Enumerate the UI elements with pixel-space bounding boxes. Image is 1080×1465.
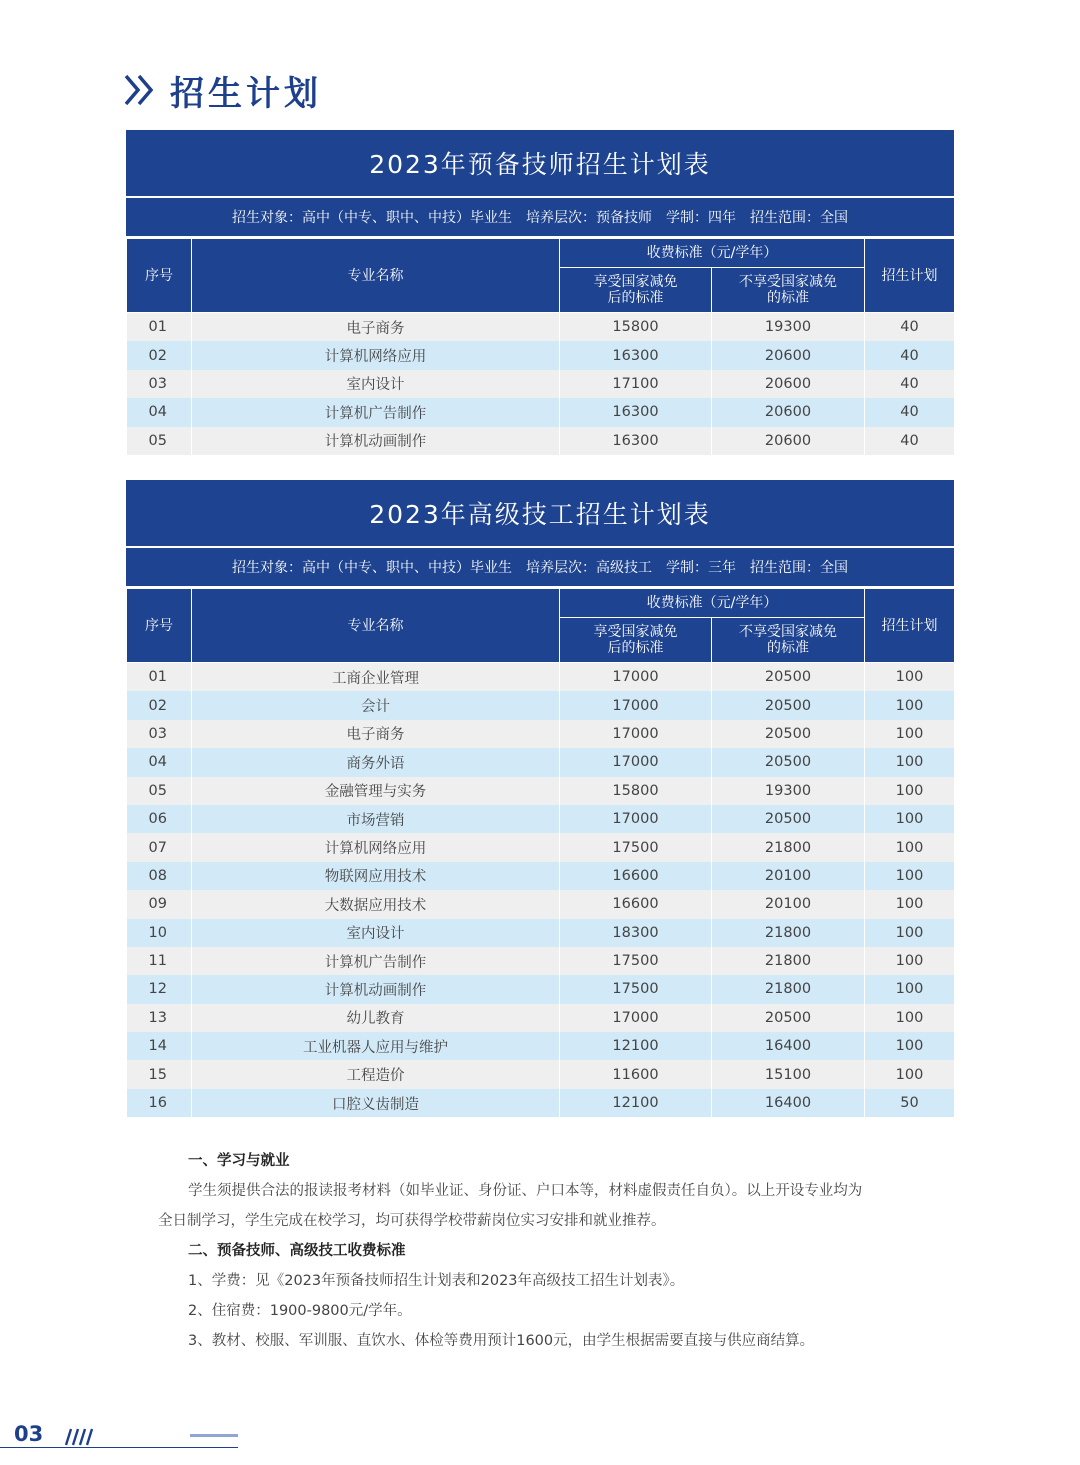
cell-fee-full: 20500: [712, 720, 865, 748]
cell-seq: 12: [127, 975, 192, 1003]
table-row: [127, 720, 955, 748]
cell-fee-reduced: 11600: [560, 1060, 712, 1088]
cell-seq: 13: [127, 1004, 192, 1032]
cell-plan: 50: [865, 1089, 955, 1117]
cell-seq: 09: [127, 890, 192, 918]
cell-major: 会计: [192, 691, 560, 719]
cell-plan: 100: [865, 691, 955, 719]
header-seq: 序号: [127, 589, 192, 663]
cell-fee-full: 21800: [712, 919, 865, 947]
cell-fee-reduced: 17000: [560, 748, 712, 776]
cell-plan: 40: [865, 427, 955, 455]
notes: [158, 1146, 938, 1356]
cell-seq: 04: [127, 748, 192, 776]
cell-fee-reduced: 16600: [560, 862, 712, 890]
table-row: [127, 833, 955, 861]
cell-seq: 06: [127, 805, 192, 833]
cell-fee-full: 20500: [712, 1004, 865, 1032]
cell-plan: 100: [865, 975, 955, 1003]
header-fee-reduced: 享受国家减免 后的标准: [560, 268, 712, 313]
cell-seq: 01: [127, 663, 192, 692]
cell-major: 计算机广告制作: [192, 947, 560, 975]
cell-plan: 40: [865, 341, 955, 369]
cell-fee-reduced: 17000: [560, 691, 712, 719]
section-title: 一、学习与就业: [188, 1153, 290, 1169]
cell-fee-reduced: 17000: [560, 1004, 712, 1032]
plan-table-technician: [126, 130, 954, 455]
cell-plan: 100: [865, 663, 955, 692]
table-row: [127, 805, 955, 833]
cell-seq: 10: [127, 919, 192, 947]
cell-major: 工业机器人应用与维护: [192, 1032, 560, 1060]
cell-fee-reduced: 15800: [560, 313, 712, 342]
page-number: 03: [14, 1422, 44, 1446]
table-row: [127, 691, 955, 719]
cell-plan: 100: [865, 1060, 955, 1088]
cell-fee-full: 20600: [712, 398, 865, 426]
header-fee: 收费标准（元/学年）: [560, 589, 865, 618]
table-row: [127, 975, 955, 1003]
cell-seq: 14: [127, 1032, 192, 1060]
table-row: [127, 313, 955, 342]
cell-fee-full: 19300: [712, 777, 865, 805]
plan-info: 招生对象：高中（中专、职中、中技）毕业生 培养层次：高级技工 学制：三年 招生范围：全国: [126, 548, 954, 586]
cell-seq: 15: [127, 1060, 192, 1088]
list-item: 1、学费：见《2023年预备技师招生计划表和2023年高级技工招生计划表》。: [188, 1273, 685, 1289]
table-row: [127, 1032, 955, 1060]
cell-major: 电子商务: [192, 720, 560, 748]
cell-major: 物联网应用技术: [192, 862, 560, 890]
cell-major: 计算机广告制作: [192, 398, 560, 426]
cell-seq: 02: [127, 341, 192, 369]
cell-fee-full: 19300: [712, 313, 865, 342]
list-item: 3、教材、校服、军训服、直饮水、体检等费用预计1600元，由学生根据需要直接与供应商结算。: [188, 1333, 815, 1349]
cell-fee-full: 20100: [712, 862, 865, 890]
cell-plan: 100: [865, 833, 955, 861]
cell-fee-full: 20600: [712, 341, 865, 369]
cell-fee-reduced: 15800: [560, 777, 712, 805]
cell-plan: 100: [865, 777, 955, 805]
header-plan: 招生计划: [865, 239, 955, 313]
cell-fee-full: 20600: [712, 427, 865, 455]
cell-fee-reduced: 12100: [560, 1089, 712, 1117]
cell-plan: 100: [865, 748, 955, 776]
plan-table: [126, 588, 955, 1117]
cell-major: 计算机动画制作: [192, 427, 560, 455]
header-major: 专业名称: [192, 589, 560, 663]
table-row: [127, 1060, 955, 1088]
cell-plan: 100: [865, 1032, 955, 1060]
cell-seq: 16: [127, 1089, 192, 1117]
cell-fee-reduced: 16300: [560, 398, 712, 426]
table-row: [127, 748, 955, 776]
cell-fee-full: 21800: [712, 947, 865, 975]
cell-fee-reduced: 18300: [560, 919, 712, 947]
cell-seq: 07: [127, 833, 192, 861]
cell-major: 幼儿教育: [192, 1004, 560, 1032]
header-fee-full: 不享受国家减免 的标准: [712, 618, 865, 663]
plan-title: 2023年预备技师招生计划表: [126, 130, 954, 196]
table-row: [127, 919, 955, 947]
cell-fee-full: 21800: [712, 975, 865, 1003]
cell-fee-reduced: 17000: [560, 663, 712, 692]
table-row: [127, 341, 955, 369]
cell-plan: 100: [865, 890, 955, 918]
cell-seq: 02: [127, 691, 192, 719]
plan-title: 2023年高级技工招生计划表: [126, 480, 954, 546]
paragraph: 学生须提供合法的报读报考材料（如毕业证、身份证、户口本等，材料虚假责任自负）。以上开设专业均为: [188, 1183, 863, 1199]
cell-seq: 01: [127, 313, 192, 342]
cell-major: 商务外语: [192, 748, 560, 776]
double-chevron-right-icon: [122, 72, 158, 108]
slash-stripes-icon: [60, 1428, 100, 1446]
cell-fee-reduced: 17000: [560, 720, 712, 748]
cell-plan: 100: [865, 720, 955, 748]
table-row: [127, 427, 955, 455]
cell-fee-reduced: 16300: [560, 341, 712, 369]
cell-seq: 03: [127, 370, 192, 398]
cell-seq: 04: [127, 398, 192, 426]
cell-fee-reduced: 17500: [560, 975, 712, 1003]
cell-fee-reduced: 12100: [560, 1032, 712, 1060]
cell-plan: 100: [865, 862, 955, 890]
cell-fee-reduced: 17100: [560, 370, 712, 398]
cell-fee-reduced: 17000: [560, 805, 712, 833]
cell-fee-full: 20100: [712, 890, 865, 918]
cell-seq: 05: [127, 777, 192, 805]
cell-major: 金融管理与实务: [192, 777, 560, 805]
cell-fee-full: 15100: [712, 1060, 865, 1088]
cell-plan: 100: [865, 947, 955, 975]
cell-fee-full: 16400: [712, 1032, 865, 1060]
cell-plan: 100: [865, 919, 955, 947]
header-fee-reduced: 享受国家减免 后的标准: [560, 618, 712, 663]
cell-major: 室内设计: [192, 370, 560, 398]
cell-major: 室内设计: [192, 919, 560, 947]
cell-major: 计算机网络应用: [192, 833, 560, 861]
cell-major: 工程造价: [192, 1060, 560, 1088]
cell-fee-full: 21800: [712, 833, 865, 861]
table-row: [127, 370, 955, 398]
table-row: [127, 777, 955, 805]
cell-fee-full: 20500: [712, 748, 865, 776]
cell-major: 市场营销: [192, 805, 560, 833]
cell-major: 口腔义齿制造: [192, 1089, 560, 1117]
cell-seq: 05: [127, 427, 192, 455]
cell-fee-reduced: 17500: [560, 947, 712, 975]
header-major: 专业名称: [192, 239, 560, 313]
cell-fee-full: 20500: [712, 805, 865, 833]
page-title: 招生计划: [170, 73, 322, 114]
cell-seq: 08: [127, 862, 192, 890]
plan-table-senior-worker: [126, 480, 954, 1117]
cell-major: 电子商务: [192, 313, 560, 342]
page-footer: [0, 1420, 260, 1452]
table-row: [127, 663, 955, 692]
cell-fee-full: 20500: [712, 663, 865, 692]
cell-fee-reduced: 16300: [560, 427, 712, 455]
cell-fee-full: 20500: [712, 691, 865, 719]
section-title: 二、预备技师、高级技工收费标准: [188, 1243, 406, 1259]
cell-plan: 100: [865, 1004, 955, 1032]
header-plan: 招生计划: [865, 589, 955, 663]
cell-plan: 40: [865, 313, 955, 342]
cell-major: 工商企业管理: [192, 663, 560, 692]
table-row: [127, 1004, 955, 1032]
table-row: [127, 862, 955, 890]
cell-major: 计算机动画制作: [192, 975, 560, 1003]
footer-rule: [0, 1447, 238, 1448]
cell-fee-full: 20600: [712, 370, 865, 398]
table-row: [127, 890, 955, 918]
cell-plan: 40: [865, 370, 955, 398]
cell-fee-reduced: 17500: [560, 833, 712, 861]
cell-fee-reduced: 16600: [560, 890, 712, 918]
header-fee-full: 不享受国家减免 的标准: [712, 268, 865, 313]
cell-major: 大数据应用技术: [192, 890, 560, 918]
header-fee: 收费标准（元/学年）: [560, 239, 865, 268]
header-seq: 序号: [127, 239, 192, 313]
footer-logo-mark: [190, 1434, 238, 1437]
table-row: [127, 398, 955, 426]
table-row: [127, 947, 955, 975]
plan-table: [126, 238, 955, 455]
table-row: [127, 1089, 955, 1117]
paragraph: 全日制学习，学生完成在校学习，均可获得学校带薪岗位实习安排和就业推荐。: [158, 1213, 666, 1229]
plan-info: 招生对象：高中（中专、职中、中技）毕业生 培养层次：预备技师 学制：四年 招生范围：全国: [126, 198, 954, 236]
cell-seq: 11: [127, 947, 192, 975]
cell-major: 计算机网络应用: [192, 341, 560, 369]
cell-seq: 03: [127, 720, 192, 748]
cell-fee-full: 16400: [712, 1089, 865, 1117]
cell-plan: 40: [865, 398, 955, 426]
page-heading: [122, 68, 322, 112]
cell-plan: 100: [865, 805, 955, 833]
list-item: 2、住宿费：1900-9800元/学年。: [188, 1303, 412, 1319]
